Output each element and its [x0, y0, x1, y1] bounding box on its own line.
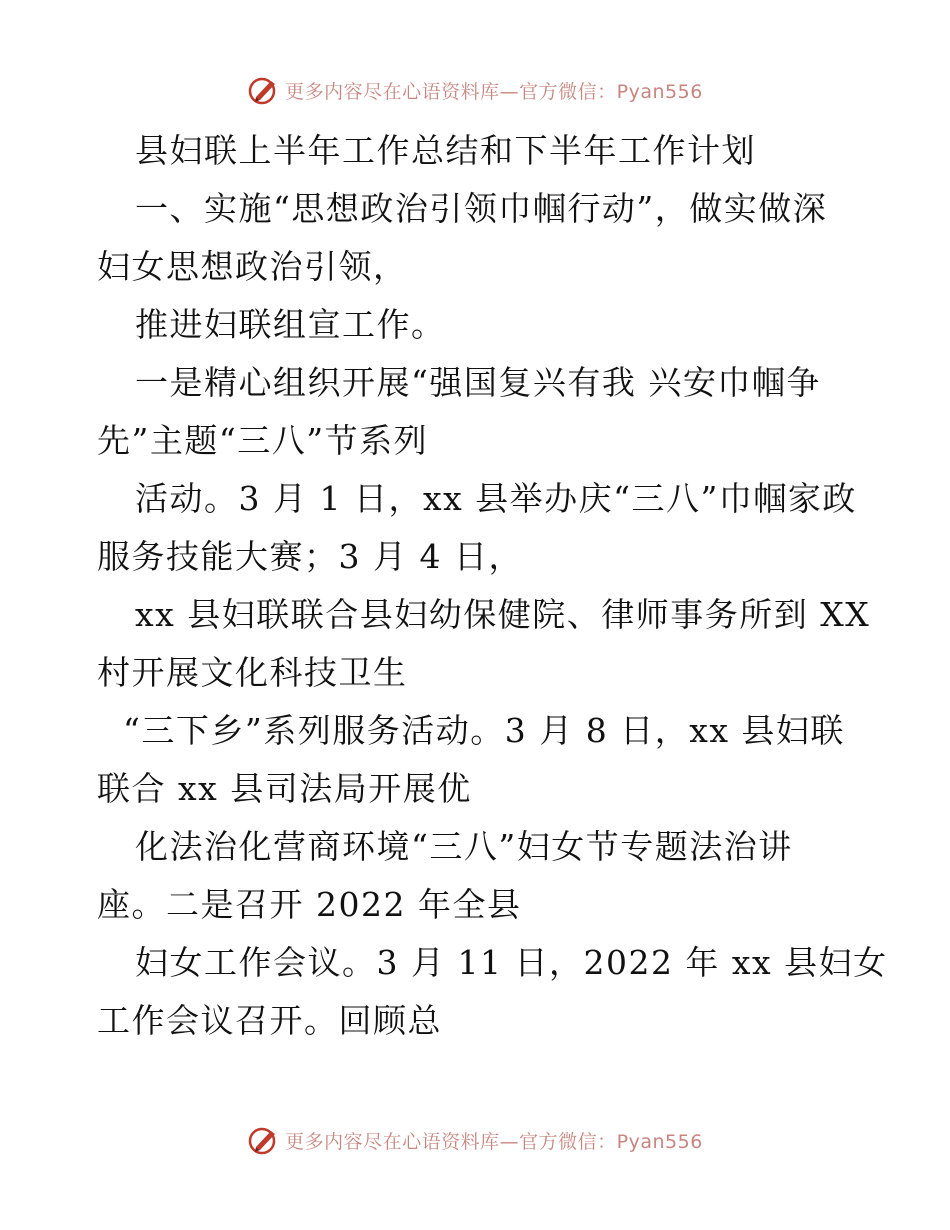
text-line: 工作会议召开。回顾总 [97, 1001, 442, 1040]
text-line: 妇女思想政治引领， [97, 247, 408, 286]
text-line: 活动。3 月 1 日，xx 县举办庆“三八”巾帼家政 [135, 479, 857, 518]
text-line: 先”主题“三八”节系列 [97, 421, 429, 460]
text-line: 一是精心组织开展“强国复兴有我 兴安巾帼争 [135, 363, 821, 402]
text-line: xx 县妇联联合县妇幼保健院、律师事务所到 XX [135, 595, 871, 634]
text-line: 联合 xx 县司法局开展优 [97, 769, 472, 808]
footer-watermark [0, 1120, 950, 1160]
document-body [97, 122, 888, 1050]
text-line: 村开展文化科技卫生 [97, 653, 408, 692]
pen-circle-logo-icon [247, 73, 281, 107]
header-watermark [0, 70, 950, 110]
watermark-text: 更多内容尽在心语资料库—官方微信：Pyan556 [285, 1130, 703, 1153]
text-line: “三下乡”系列服务活动。3 月 8 日，xx 县妇联 [123, 711, 845, 750]
text-line: 一、实施“思想政治引领巾帼行动”，做实做深 [135, 189, 828, 228]
text-line: 服务技能大赛；3 月 4 日， [97, 537, 523, 576]
text-line: 妇女工作会议。3 月 11 日，2022 年 xx 县妇女 [135, 943, 888, 982]
watermark-text: 更多内容尽在心语资料库—官方微信：Pyan556 [285, 80, 703, 103]
pen-circle-logo-icon [247, 1123, 281, 1157]
text-line: 推进妇联组宣工作。 [135, 305, 446, 344]
text-line: 座。二是召开 2022 年全县 [97, 885, 522, 924]
text-line: 化法治化营商环境“三八”妇女节专题法治讲 [135, 827, 793, 866]
document-title: 县妇联上半年工作总结和下半年工作计划 [135, 131, 756, 170]
